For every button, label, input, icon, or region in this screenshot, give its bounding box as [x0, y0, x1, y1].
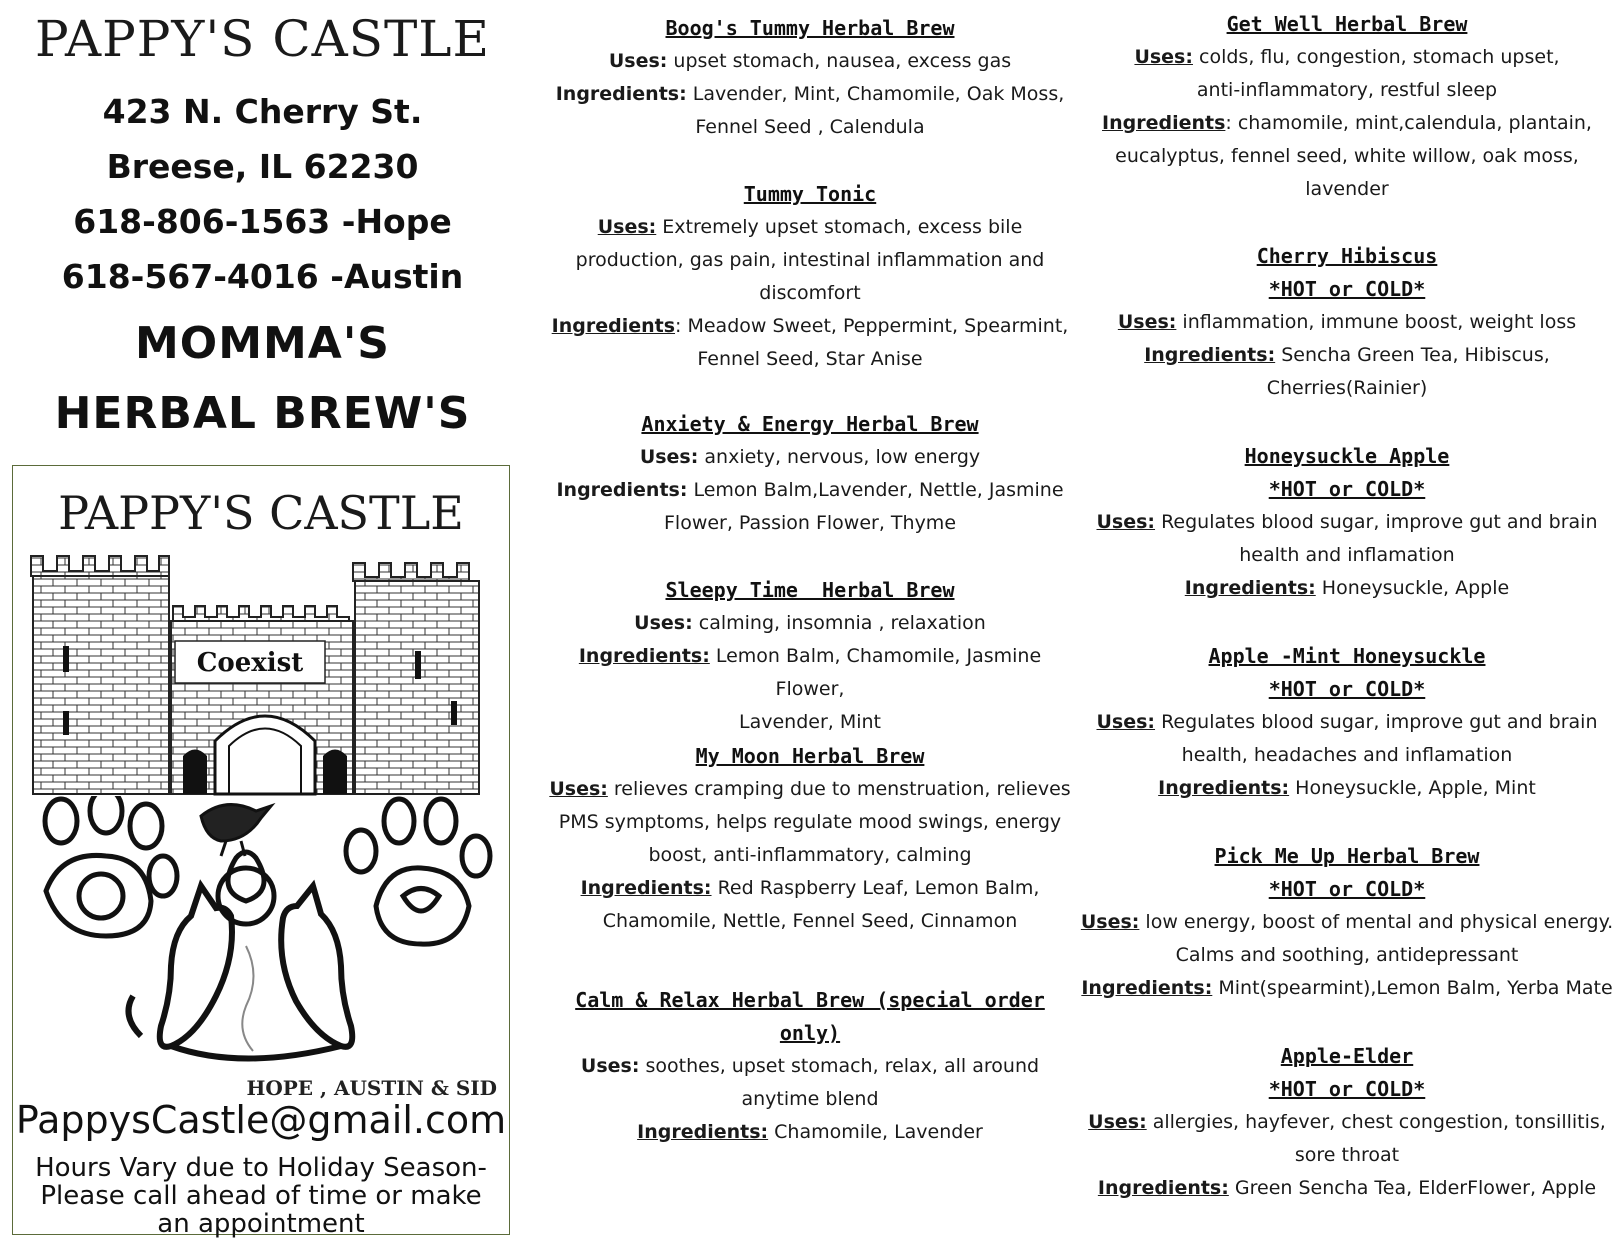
brew-item: [1076, 440, 1618, 605]
brew-ingredients: eucalyptus, fennel seed, white willow, oak moss,: [1115, 145, 1579, 167]
logo-card: [12, 465, 510, 1239]
brew-item: [540, 12, 1080, 144]
cats-icon: [129, 886, 353, 1059]
business-info-panel: [0, 0, 525, 1243]
ingredients-label: Ingredients:: [556, 479, 688, 501]
paw-right-icon: [346, 799, 490, 944]
brew-item: [1076, 1040, 1618, 1205]
brew-uses: discomfort: [759, 282, 861, 304]
brew-uses: inflammation, immune boost, weight loss: [1182, 311, 1577, 333]
brew-item: [1076, 240, 1618, 405]
brew-ingredients: Honeysuckle, Apple, Mint: [1295, 777, 1536, 799]
ingredients-label: Ingredients: [551, 315, 676, 337]
brew-name: Get Well Herbal Brew: [1226, 12, 1468, 36]
brew-item: [1076, 8, 1618, 206]
brew-uses: anytime blend: [741, 1088, 879, 1110]
brew-item: [540, 574, 1080, 739]
brew-uses: Regulates blood sugar, improve gut and brain: [1161, 711, 1598, 733]
ingredients-label: Ingredients:: [1144, 344, 1276, 366]
brew-name: Apple-Elder: [1280, 1044, 1414, 1068]
hot-or-cold-tag: *HOT or COLD*: [1268, 1077, 1426, 1101]
brew-item: [1076, 640, 1618, 805]
brew-ingredients: Mint(spearmint),Lemon Balm, Yerba Mate: [1218, 977, 1613, 999]
phone-austin: 618-567-4016 -Austin: [61, 257, 464, 296]
brew-ingredients: Fennel Seed , Calendula: [695, 116, 925, 138]
brew-ingredients: Lavender, Mint: [738, 711, 881, 733]
brew-uses: low energy, boost of mental and physical energy.: [1145, 911, 1614, 933]
brew-ingredients: Cherries(Rainier): [1266, 377, 1428, 399]
brew-name: Anxiety & Energy Herbal Brew: [641, 412, 979, 436]
brew-uses: boost, anti-inflammatory, calming: [648, 844, 972, 866]
brew-uses: Regulates blood sugar, improve gut and brain: [1161, 511, 1598, 533]
hot-or-cold-tag: *HOT or COLD*: [1268, 677, 1426, 701]
signature: HOPE , AUSTIN & SID: [246, 1076, 497, 1100]
hours-line: an appointment: [157, 1209, 365, 1239]
menu-subtitle-line1: MOMMA'S: [135, 318, 390, 369]
brew-uses: anxiety, nervous, low energy: [704, 446, 981, 468]
brew-uses: health, headaches and inflamation: [1181, 744, 1513, 766]
brew-item: [1076, 840, 1618, 1005]
uses-label: Uses:: [1134, 46, 1193, 68]
uses-label: Uses:: [1088, 1111, 1147, 1133]
brew-ingredients: Lemon Balm,Lavender, Nettle, Jasmine: [693, 479, 1064, 501]
brew-name: Pick Me Up Herbal Brew: [1214, 844, 1480, 868]
brew-ingredients: lavender: [1305, 178, 1389, 200]
brew-item: [540, 740, 1080, 938]
brew-uses: calming, insomnia , relaxation: [698, 612, 986, 634]
brew-uses: health and inflamation: [1239, 544, 1455, 566]
brew-uses: allergies, hayfever, chest congestion, tonsillitis,: [1152, 1111, 1606, 1133]
hot-or-cold-tag: *HOT or COLD*: [1268, 277, 1426, 301]
brand-title: PAPPY'S CASTLE: [34, 10, 490, 68]
uses-label: Uses:: [1096, 511, 1156, 533]
uses-label: Uses:: [608, 50, 668, 72]
hours-line: Hours Vary due to Holiday Season-: [35, 1153, 487, 1183]
ingredients-label: Ingredients:: [1097, 1177, 1229, 1199]
address-city: Breese, IL 62230: [106, 147, 419, 186]
brew-name: Tummy Tonic: [743, 182, 877, 206]
brew-name: Sleepy Time Herbal Brew: [665, 578, 955, 602]
logo-card-title: PAPPY'S CASTLE: [58, 486, 464, 540]
brew-name: My Moon Herbal Brew: [695, 744, 925, 768]
brew-ingredients: Lavender, Mint, Chamomile, Oak Moss,: [692, 83, 1065, 105]
uses-label: Uses:: [1117, 311, 1177, 333]
brew-ingredients: Sencha Green Tea, Hibiscus,: [1281, 344, 1550, 366]
ingredients-label: Ingredients:: [1184, 577, 1316, 599]
phone-hope: 618-806-1563 -Hope: [73, 202, 452, 241]
brew-ingredients: : Meadow Sweet, Peppermint, Spearmint,: [675, 315, 1069, 337]
brew-name: Cherry Hibiscus: [1256, 244, 1438, 268]
ingredients-label: Ingredients:: [1158, 777, 1290, 799]
brew-uses: colds, flu, congestion, stomach upset,: [1199, 46, 1560, 68]
uses-label: Uses:: [1080, 911, 1140, 933]
brew-uses: soothes, upset stomach, relax, all around: [645, 1055, 1040, 1077]
uses-label: Uses:: [597, 216, 657, 238]
hours-notice: [13, 1154, 509, 1238]
brew-ingredients: Lemon Balm, Chamomile, Jasmine Flower,: [715, 645, 1042, 700]
ingredients-label: Ingredients:: [580, 877, 712, 899]
brew-uses: anti-inflammatory, restful sleep: [1196, 79, 1498, 101]
brew-name: Boog's Tummy Herbal Brew: [665, 16, 955, 40]
brew-ingredients: Honeysuckle, Apple: [1321, 577, 1510, 599]
ingredients-label: Ingredients:: [578, 645, 710, 667]
brew-name: Calm & Relax Herbal Brew (special order only): [575, 988, 1045, 1045]
brew-ingredients: Chamomile, Nettle, Fennel Seed, Cinnamon: [602, 910, 1018, 932]
brew-ingredients: Red Raspberry Leaf, Lemon Balm,: [717, 877, 1040, 899]
brew-uses: relieves cramping due to menstruation, relieves: [613, 778, 1071, 800]
brew-item: [540, 178, 1080, 376]
uses-label: Uses:: [549, 778, 608, 800]
brew-uses: Calms and soothing, antidepressant: [1175, 944, 1519, 966]
brew-item: [540, 408, 1080, 540]
brew-ingredients: Chamomile, Lavender: [774, 1121, 983, 1143]
address-street: 423 N. Cherry St.: [102, 92, 423, 131]
ingredients-label: Ingredients:: [555, 83, 687, 105]
uses-label: Uses:: [634, 612, 693, 634]
celtic-emblem: [21, 796, 501, 1086]
uses-label: Uses:: [1096, 711, 1156, 733]
brew-ingredients: Fennel Seed, Star Anise: [697, 348, 923, 370]
raven-icon: [201, 805, 271, 856]
brew-uses: sore throat: [1294, 1144, 1400, 1166]
brew-ingredients: : chamomile, mint,calendula, plantain,: [1225, 112, 1592, 134]
hot-or-cold-tag: *HOT or COLD*: [1268, 477, 1426, 501]
ingredients-label: Ingredients:: [637, 1121, 769, 1143]
hours-line: Please call ahead of time or make: [40, 1181, 482, 1211]
uses-label: Uses:: [580, 1055, 640, 1077]
brew-ingredients: Flower, Passion Flower, Thyme: [663, 512, 957, 534]
contact-email: PappysCastle@gmail.com: [15, 1098, 507, 1142]
brew-uses: production, gas pain, intestinal inflammation and: [575, 249, 1045, 271]
castle-illustration: [23, 551, 499, 796]
brew-uses: Extremely upset stomach, excess bile: [662, 216, 1023, 238]
brew-ingredients: Green Sencha Tea, ElderFlower, Apple: [1234, 1177, 1597, 1199]
brew-uses: upset stomach, nausea, excess gas: [673, 50, 1012, 72]
ingredients-label: Ingredients:: [1081, 977, 1213, 999]
brew-uses: PMS symptoms, helps regulate mood swings, energy: [558, 811, 1062, 833]
coexist-banner: Coexist: [196, 648, 304, 678]
brew-name: Apple -Mint Honeysuckle: [1208, 644, 1486, 668]
brew-name: Honeysuckle Apple: [1244, 444, 1450, 468]
menu-subtitle-line2: HERBAL BREW'S: [54, 388, 471, 439]
paw-left-icon: [45, 796, 177, 936]
hot-or-cold-tag: *HOT or COLD*: [1268, 877, 1426, 901]
brew-item: [540, 984, 1080, 1149]
ingredients-label: Ingredients: [1102, 112, 1226, 134]
uses-label: Uses:: [639, 446, 699, 468]
